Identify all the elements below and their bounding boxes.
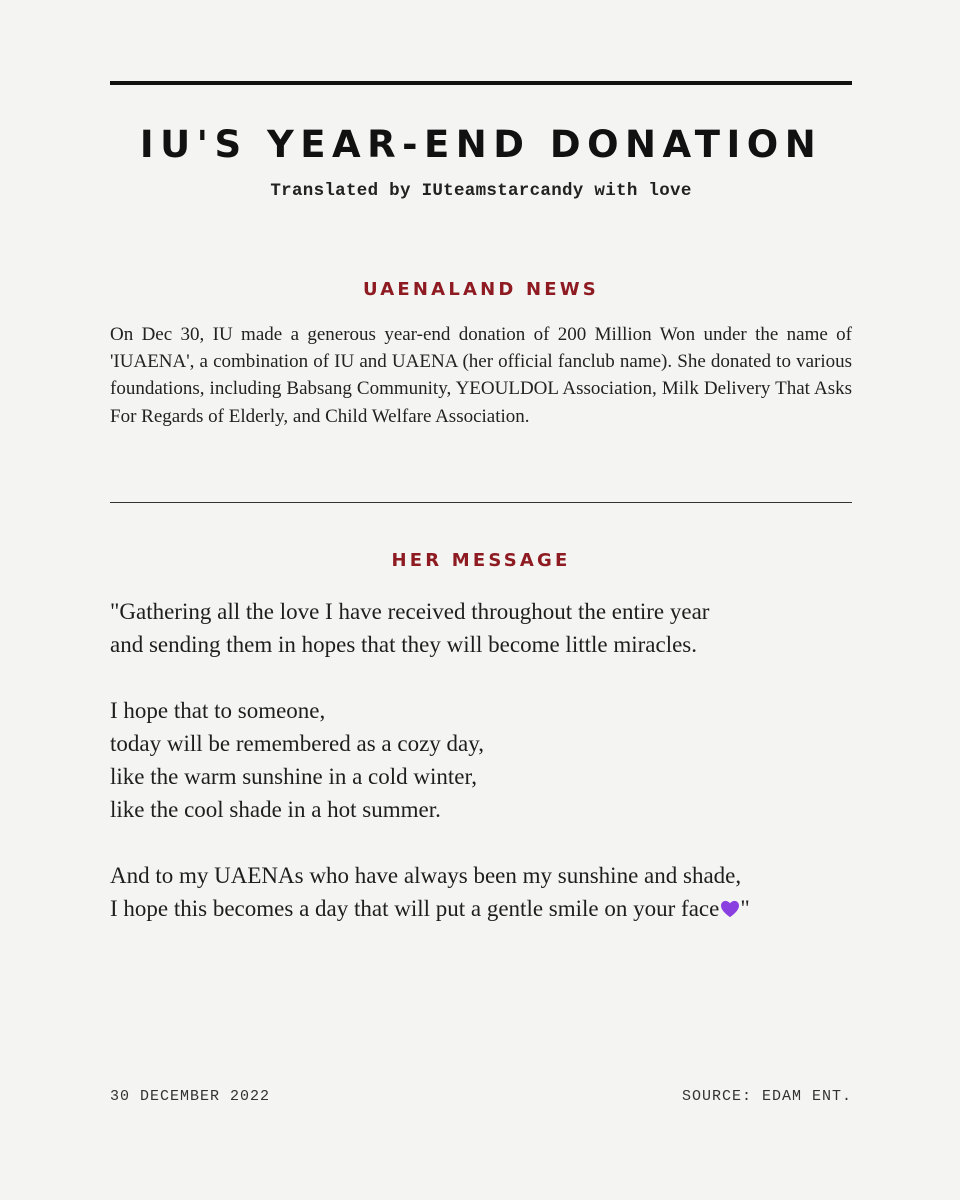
page-title: IU'S YEAR-END DONATION (139, 123, 823, 166)
message-body (110, 595, 852, 925)
stanza-gap (110, 661, 852, 694)
top-divider (110, 81, 852, 85)
message-line-text: I hope this becomes a day that will put a gentle smile on your face (110, 896, 720, 921)
message-last-line (110, 892, 852, 925)
message-line: and sending them in hopes that they will become little miracles. (110, 632, 697, 657)
source-credit: SOURCE: EDAM ENT. (681, 1088, 852, 1105)
stanza-gap (110, 826, 852, 859)
message-line: I hope that to someone, (110, 698, 326, 723)
news-heading: UAENALAND NEWS (363, 279, 599, 300)
news-body: On Dec 30, IU made a generous year-end donation of 200 Million Won under the name of 'IUAENA', a combination of IU and UAENA (her official fanclub name). She donated to various foundations, including Babsang Community, YEOULDOL Association, Milk Delivery That Asks For Regards of Elderly, and Child Welfare Association. (110, 324, 852, 427)
closing-quote: " (740, 896, 750, 921)
message-line: like the cool shade in a hot summer. (110, 797, 441, 822)
message-heading: HER MESSAGE (391, 550, 571, 571)
message-line: like the warm sunshine in a cold winter, (110, 764, 477, 789)
message-line: today will be remembered as a cozy day, (110, 731, 485, 756)
message-line: And to my UAENAs who have always been my sunshine and shade, (110, 863, 742, 888)
purple-heart-icon (720, 900, 740, 918)
translator-credit: Translated by IUteamstarcandy with love (270, 181, 692, 201)
message-line: "Gathering all the love I have received throughout the entire year (110, 599, 710, 624)
publish-date: 30 DECEMBER 2022 (110, 1088, 271, 1105)
donation-card (110, 0, 852, 1200)
section-divider (110, 502, 852, 503)
